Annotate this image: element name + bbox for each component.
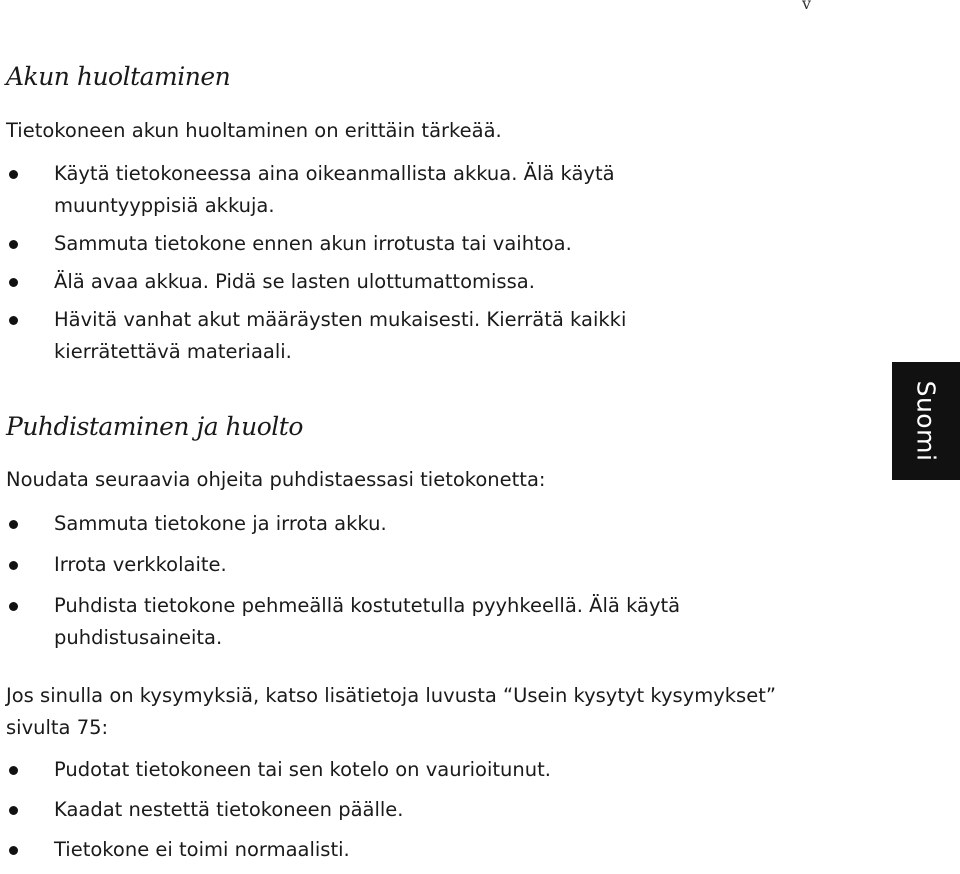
battery-intro: Tietokoneen akun huoltaminen on erittäin tärkeää. [6,119,502,142]
list-item-text: Älä avaa akkua. Pidä se lasten ulottumattomissa. [54,270,535,293]
bullet-icon [9,240,18,249]
list-item [0,754,800,786]
bullet-icon [9,278,18,287]
page-number: v [802,0,812,13]
battery-heading: Akun huoltaminen [6,62,231,91]
list-item [0,794,800,826]
bullet-icon [9,561,18,570]
list-item [0,834,800,866]
bullet-icon [9,766,18,775]
battery-list [0,158,740,374]
list-item-text: Hävitä vanhat akut määräysten mukaisesti. Kierrätä kaikki kierrätettävä materiaali. [54,308,627,363]
language-tab-label: Suomi [911,380,941,462]
list-item-text: Sammuta tietokone ja irrota akku. [54,512,387,535]
bullet-icon [9,846,18,855]
questions-intro: Jos sinulla on kysymyksiä, katso lisätietoja luvusta “Usein kysytyt kysymykset” sivulta 75: [6,684,776,739]
list-item-text: Kaadat nestettä tietokoneen päälle. [54,798,404,821]
list-item [0,266,740,298]
bullet-icon [9,520,18,529]
questions-list [0,754,800,874]
cleaning-heading: Puhdistaminen ja huolto [6,412,303,441]
list-item [0,549,800,581]
bullet-icon [9,316,18,325]
bullet-icon [9,602,18,611]
list-item-text: Tietokone ei toimi normaalisti. [54,838,350,861]
list-item-text: Pudotat tietokoneen tai sen kotelo on vaurioitunut. [54,758,551,781]
bullet-icon [9,806,18,815]
list-item [0,158,740,222]
list-item-text: Puhdista tietokone pehmeällä kostutetulla pyyhkeellä. Älä käytä puhdistusaineita. [54,594,681,649]
language-tab [892,362,960,480]
list-item-text: Sammuta tietokone ennen akun irrotusta tai vaihtoa. [54,232,572,255]
list-item [0,228,740,260]
cleaning-list [0,508,800,663]
list-item [0,508,800,540]
list-item-text: Irrota verkkolaite. [54,553,227,576]
cleaning-intro: Noudata seuraavia ohjeita puhdistaessasi tietokonetta: [6,468,546,491]
list-item [0,304,740,368]
list-item [0,590,800,654]
list-item-text: Käytä tietokoneessa aina oikeanmallista akkua. Älä käytä muuntyyppisiä akkuja. [54,162,615,217]
bullet-icon [9,170,18,179]
